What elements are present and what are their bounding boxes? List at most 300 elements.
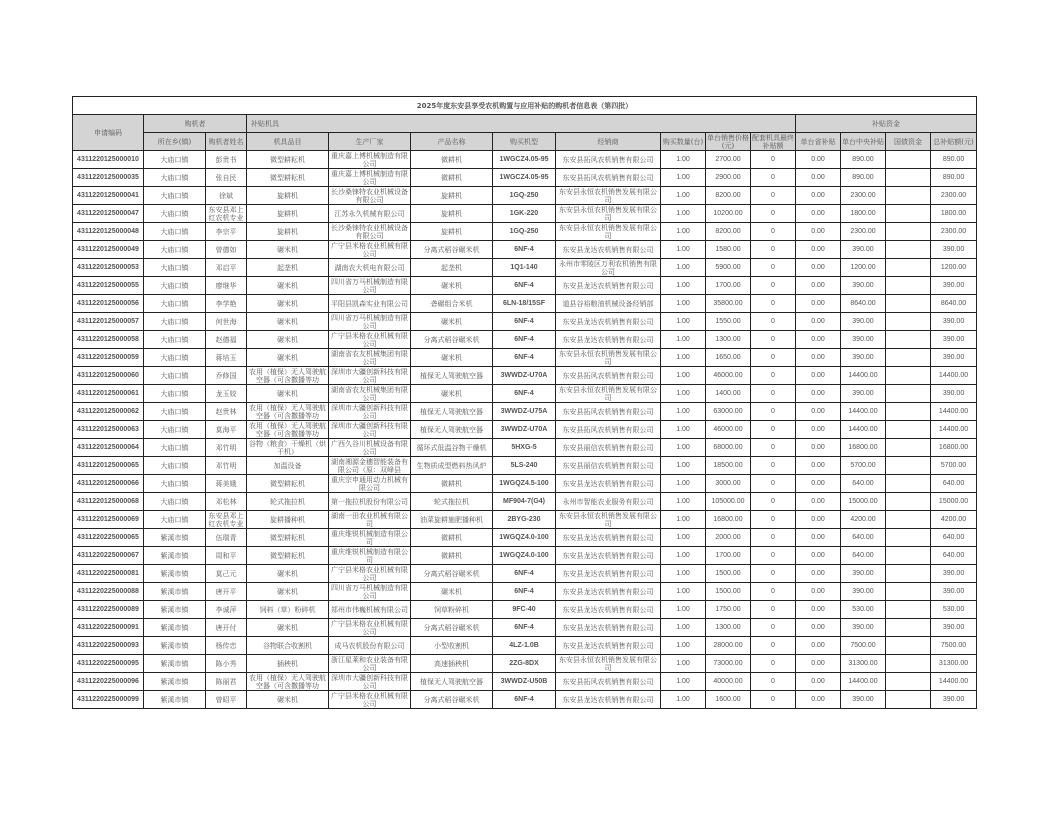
cell-matching: 0: [751, 691, 796, 709]
cell-bond: [886, 259, 931, 277]
cell-central: 15000.00: [841, 493, 886, 511]
cell-model: 1WGCZ4.05-95: [493, 169, 556, 187]
cell-total: 390.00: [931, 277, 977, 295]
cell-name: [206, 439, 247, 457]
cell-manufacturer: [329, 295, 411, 313]
cell-product-text: 分离式稻谷碾米机: [423, 623, 480, 632]
cell-bond: [886, 169, 931, 187]
cell-total: 1800.00: [931, 205, 977, 223]
cell-model: 3WWDZ-U75A: [493, 403, 556, 421]
cell-prov: 0.00: [796, 241, 841, 259]
cell-manufacturer-text: 广宁县米格农业机械有限公司: [331, 331, 408, 348]
cell-qty: 1.00: [661, 457, 706, 475]
cell-matching: 0: [751, 673, 796, 691]
cell-manufacturer-text: 江苏永久机械有限公司: [334, 209, 405, 218]
cell-category-text: 碾米机: [277, 587, 298, 596]
cell-bond: [886, 223, 931, 241]
cell-price: 1700.00: [706, 547, 751, 565]
cell-qty: 1.00: [661, 151, 706, 169]
cell-name-text: 曾昭平: [215, 695, 237, 704]
cell-bond: [886, 277, 931, 295]
cell-manufacturer: [329, 421, 411, 439]
header-bond: 国债资金: [886, 133, 931, 151]
cell-prov: 0.00: [796, 259, 841, 277]
cell-model: 2BYG-230: [493, 511, 556, 529]
cell-prov: 0.00: [796, 439, 841, 457]
cell-prov: 0.00: [796, 601, 841, 619]
cell-name: [206, 601, 247, 619]
cell-name-text: 东安县邓上红农机专业: [208, 511, 244, 528]
cell-price: 40000.00: [706, 673, 751, 691]
cell-manufacturer-text: 重庆嘉上博机械制造有限公司: [331, 151, 408, 168]
cell-name: [206, 295, 247, 313]
cell-total: 640.00: [931, 529, 977, 547]
cell-manufacturer-text: 湖南湘源金穗智能装备有限公司（原：双峰县: [331, 457, 408, 474]
cell-town: 大庙口镇: [144, 349, 206, 367]
cell-qty: 1.00: [661, 403, 706, 421]
cell-category-text: 微型耕耘机: [270, 173, 305, 182]
cell-manufacturer: [329, 565, 411, 583]
cell-manufacturer: [329, 367, 411, 385]
cell-manufacturer: [329, 205, 411, 223]
cell-dealer: [556, 277, 661, 295]
cell-qty: 1.00: [661, 655, 706, 673]
cell-category: [247, 295, 329, 313]
cell-bond: [886, 511, 931, 529]
cell-total: 2300.00: [931, 187, 977, 205]
cell-code: 4311220125000049: [73, 241, 144, 259]
cell-town: 紫溪市镇: [144, 601, 206, 619]
cell-name: [206, 349, 247, 367]
cell-qty: 1.00: [661, 619, 706, 637]
cell-price: 8200.00: [706, 223, 751, 241]
table-row: [73, 493, 977, 511]
cell-product-text: 微耕机: [441, 173, 462, 182]
table-row: [73, 205, 977, 223]
cell-matching: 0: [751, 169, 796, 187]
cell-bond: [886, 439, 931, 457]
cell-category: [247, 205, 329, 223]
cell-town: 大庙口镇: [144, 223, 206, 241]
cell-manufacturer: [329, 691, 411, 709]
cell-code: 4311220125000058: [73, 331, 144, 349]
cell-dealer-text: 东安县龙达农机销售有限公司: [562, 335, 654, 344]
cell-category: [247, 655, 329, 673]
cell-manufacturer: [329, 313, 411, 331]
cell-manufacturer: [329, 277, 411, 295]
cell-product-text: 循环式低温谷物干燥机: [416, 443, 487, 452]
cell-category-text: 碾米机: [277, 353, 298, 362]
cell-town: 大庙口镇: [144, 313, 206, 331]
cell-matching: 0: [751, 277, 796, 295]
cell-category: [247, 457, 329, 475]
cell-manufacturer: [329, 259, 411, 277]
cell-manufacturer: [329, 619, 411, 637]
cell-product: [411, 601, 493, 619]
cell-model: 6LN-18/15SF: [493, 295, 556, 313]
cell-product: [411, 169, 493, 187]
cell-central: 390.00: [841, 691, 886, 709]
cell-dealer-text: 道县谷裕粮油机械设备经销部: [562, 299, 654, 308]
cell-prov: 0.00: [796, 169, 841, 187]
cell-name: [206, 223, 247, 241]
table-row: [73, 529, 977, 547]
cell-product: [411, 439, 493, 457]
header-buyer-group: 购机者: [144, 115, 247, 133]
cell-model: 6NF-4: [493, 583, 556, 601]
cell-code: 4311220125000062: [73, 403, 144, 421]
cell-name-text: 廖继华: [215, 281, 237, 290]
cell-category: [247, 547, 329, 565]
cell-product-text: 轮式拖拉机: [434, 497, 469, 506]
cell-product-text: 碾米机: [441, 317, 462, 326]
cell-prov: 0.00: [796, 349, 841, 367]
cell-central: 390.00: [841, 385, 886, 403]
cell-dealer-text: 东安县龙达农机销售有限公司: [562, 317, 654, 326]
cell-name: [206, 493, 247, 511]
cell-bond: [886, 619, 931, 637]
table-row: [73, 169, 977, 187]
cell-dealer-text: 东安县丽信农机销售有限公司: [562, 461, 654, 470]
cell-total: 2300.00: [931, 223, 977, 241]
cell-model: 3WWDZ-U70A: [493, 421, 556, 439]
cell-dealer: [556, 565, 661, 583]
cell-qty: 1.00: [661, 673, 706, 691]
cell-manufacturer: [329, 457, 411, 475]
cell-total: 890.00: [931, 151, 977, 169]
cell-product: [411, 187, 493, 205]
cell-central: 390.00: [841, 313, 886, 331]
cell-total: 15000.00: [931, 493, 977, 511]
cell-category: [247, 259, 329, 277]
cell-code: 4311220125000069: [73, 511, 144, 529]
cell-dealer: [556, 187, 661, 205]
cell-bond: [886, 475, 931, 493]
cell-product-text: 旋耕机: [441, 227, 462, 236]
cell-dealer: [556, 385, 661, 403]
cell-category: [247, 313, 329, 331]
cell-qty: 1.00: [661, 547, 706, 565]
cell-category: [247, 403, 329, 421]
cell-dealer: [556, 295, 661, 313]
cell-product-text: 碾米机: [441, 353, 462, 362]
cell-product-text: 高速插秧机: [434, 659, 469, 668]
cell-category-text: 微型耕耘机: [270, 155, 305, 164]
cell-matching: 0: [751, 547, 796, 565]
cell-price: 1500.00: [706, 565, 751, 583]
cell-manufacturer: [329, 529, 411, 547]
cell-product-text: 植保无人驾驶航空器: [420, 407, 483, 416]
cell-prov: 0.00: [796, 421, 841, 439]
cell-central: 31300.00: [841, 655, 886, 673]
cell-product-text: 碾米机: [441, 389, 462, 398]
cell-name-text: 陈小秀: [215, 659, 237, 668]
cell-category-text: 碾米机: [277, 245, 298, 254]
cell-town: 紫溪市镇: [144, 547, 206, 565]
table-row: [73, 223, 977, 241]
cell-code: 4311220225000091: [73, 619, 144, 637]
cell-dealer: [556, 205, 661, 223]
cell-price: 2000.00: [706, 529, 751, 547]
cell-category: [247, 691, 329, 709]
cell-matching: 0: [751, 583, 796, 601]
cell-code: 4311220225000089: [73, 601, 144, 619]
cell-code: 4311220225000067: [73, 547, 144, 565]
cell-town: 紫溪市镇: [144, 565, 206, 583]
cell-qty: 1.00: [661, 583, 706, 601]
cell-central: 14400.00: [841, 673, 886, 691]
cell-total: 1200.00: [931, 259, 977, 277]
cell-central: 7500.00: [841, 637, 886, 655]
cell-name-text: 蒋美娥: [215, 479, 237, 488]
cell-total: 390.00: [931, 619, 977, 637]
header-town: 所在乡(镇): [144, 133, 206, 151]
cell-matching: 0: [751, 637, 796, 655]
cell-product: [411, 349, 493, 367]
cell-price: 1300.00: [706, 331, 751, 349]
cell-dealer-text: 东安县永恒农机销售发展有限公司: [559, 349, 657, 366]
cell-matching: 0: [751, 529, 796, 547]
cell-matching: 0: [751, 511, 796, 529]
cell-dealer: [556, 403, 661, 421]
cell-dealer: [556, 547, 661, 565]
cell-qty: 1.00: [661, 475, 706, 493]
cell-model: 4LZ-1.0B: [493, 637, 556, 655]
cell-price: 28000.00: [706, 637, 751, 655]
cell-price: 1550.00: [706, 313, 751, 331]
cell-code: 4311220125000068: [73, 493, 144, 511]
cell-price: 46000.00: [706, 421, 751, 439]
cell-total: 640.00: [931, 475, 977, 493]
cell-category: [247, 151, 329, 169]
cell-central: 390.00: [841, 583, 886, 601]
cell-product: [411, 205, 493, 223]
table-row: [73, 151, 977, 169]
cell-prov: 0.00: [796, 673, 841, 691]
cell-town: 大庙口镇: [144, 241, 206, 259]
cell-dealer: [556, 439, 661, 457]
cell-manufacturer: [329, 493, 411, 511]
cell-manufacturer-text: 广宁县米格农业机械有限公司: [331, 565, 408, 582]
cell-manufacturer: [329, 241, 411, 259]
cell-name: [206, 151, 247, 169]
cell-name-text: 邓竹明: [215, 461, 237, 470]
cell-matching: 0: [751, 565, 796, 583]
cell-manufacturer-text: 重庆嘉上博机械制造有限公司: [331, 169, 408, 186]
cell-product: [411, 691, 493, 709]
cell-prov: 0.00: [796, 565, 841, 583]
cell-bond: [886, 655, 931, 673]
cell-dealer: [556, 475, 661, 493]
cell-product: [411, 151, 493, 169]
cell-category: [247, 475, 329, 493]
header-machine-group: 补贴机具: [247, 115, 796, 133]
header-name: 购机者姓名: [206, 133, 247, 151]
cell-dealer-text: 东安县永恒农机销售发展有限公司: [559, 655, 657, 672]
header-code: 申请编码: [73, 115, 144, 151]
header-product: 产品名称: [411, 133, 493, 151]
cell-model: 1GQ-250: [493, 223, 556, 241]
table-row: [73, 385, 977, 403]
cell-town: 大庙口镇: [144, 331, 206, 349]
cell-category: [247, 601, 329, 619]
cell-price: 68000.00: [706, 439, 751, 457]
cell-matching: 0: [751, 259, 796, 277]
cell-town: 紫溪市镇: [144, 691, 206, 709]
table-row: [73, 619, 977, 637]
cell-qty: 1.00: [661, 259, 706, 277]
cell-prov: 0.00: [796, 691, 841, 709]
cell-prov: 0.00: [796, 655, 841, 673]
cell-code: 4311220125000061: [73, 385, 144, 403]
cell-qty: 1.00: [661, 187, 706, 205]
cell-central: 8640.00: [841, 295, 886, 313]
cell-manufacturer-text: 重庆维锐机械制造有限公司: [331, 529, 408, 546]
cell-central: 16800.00: [841, 439, 886, 457]
cell-town: 大庙口镇: [144, 457, 206, 475]
cell-name-text: 何世海: [215, 317, 237, 326]
cell-category: [247, 169, 329, 187]
cell-central: 2300.00: [841, 223, 886, 241]
cell-qty: 1.00: [661, 637, 706, 655]
cell-total: 390.00: [931, 565, 977, 583]
cell-product: [411, 655, 493, 673]
cell-matching: 0: [751, 475, 796, 493]
cell-dealer: [556, 601, 661, 619]
cell-name-text: 东安县邓上红农机专业: [208, 205, 244, 222]
cell-category: [247, 367, 329, 385]
cell-manufacturer-text: 成马农机股份有限公司: [334, 641, 405, 650]
cell-category: [247, 673, 329, 691]
cell-town: 大庙口镇: [144, 493, 206, 511]
table-row: [73, 511, 977, 529]
cell-price: 35800.00: [706, 295, 751, 313]
cell-manufacturer-text: 四川省万马机械制造有限公司: [331, 277, 408, 294]
cell-category-text: 起垄机: [277, 263, 298, 272]
cell-town: 大庙口镇: [144, 277, 206, 295]
table-row: [73, 187, 977, 205]
table-row: [73, 637, 977, 655]
cell-central: 890.00: [841, 151, 886, 169]
table-row: [73, 367, 977, 385]
cell-prov: 0.00: [796, 205, 841, 223]
cell-product-text: 微耕机: [441, 155, 462, 164]
cell-code: 4311220125000010: [73, 151, 144, 169]
cell-model: 6NF-4: [493, 691, 556, 709]
cell-qty: 1.00: [661, 529, 706, 547]
cell-category-text: 旋耕播种机: [270, 515, 305, 524]
cell-dealer-text: 东安县永恒农机销售发展有限公司: [559, 511, 657, 528]
cell-central: 390.00: [841, 619, 886, 637]
cell-product-text: 碾米机: [441, 587, 462, 596]
cell-name-text: 杨传忠: [215, 641, 237, 650]
cell-matching: 0: [751, 619, 796, 637]
cell-matching: 0: [751, 295, 796, 313]
cell-town: 紫溪市镇: [144, 673, 206, 691]
cell-price: 1400.00: [706, 385, 751, 403]
cell-prov: 0.00: [796, 277, 841, 295]
cell-product-text: 分离式稻谷碾米机: [423, 245, 480, 254]
cell-category: [247, 529, 329, 547]
cell-code: 4311220125000056: [73, 295, 144, 313]
cell-product-text: 砻碾组合米机: [430, 299, 473, 308]
cell-dealer-text: 东安县龙达农机销售有限公司: [562, 641, 654, 650]
cell-manufacturer-text: 广宁县米格农业机械有限公司: [331, 691, 408, 708]
header-model: 购买机型: [493, 133, 556, 151]
cell-price: 1650.00: [706, 349, 751, 367]
cell-product: [411, 385, 493, 403]
cell-product: [411, 277, 493, 295]
cell-model: 9FC-40: [493, 601, 556, 619]
cell-town: 大庙口镇: [144, 421, 206, 439]
cell-code: 4311220125000035: [73, 169, 144, 187]
cell-code: 4311220225000088: [73, 583, 144, 601]
cell-product: [411, 637, 493, 655]
cell-name-text: 邓启平: [215, 263, 237, 272]
cell-manufacturer: [329, 403, 411, 421]
cell-central: 4200.00: [841, 511, 886, 529]
cell-category: [247, 277, 329, 295]
cell-name: [206, 331, 247, 349]
cell-central: 5700.00: [841, 457, 886, 475]
cell-product-text: 旋耕机: [441, 209, 462, 218]
cell-dealer: [556, 169, 661, 187]
cell-name-text: 张自民: [215, 173, 237, 182]
cell-category-text: 碾米机: [277, 389, 298, 398]
cell-town: 大庙口镇: [144, 385, 206, 403]
cell-dealer-text: 永州市零陵区万利农机销售有限公司: [559, 259, 657, 276]
cell-town: 大庙口镇: [144, 205, 206, 223]
cell-price: 2900.00: [706, 169, 751, 187]
cell-manufacturer: [329, 673, 411, 691]
table-row: [73, 295, 977, 313]
cell-price: 63000.00: [706, 403, 751, 421]
cell-total: 390.00: [931, 691, 977, 709]
cell-name: [206, 619, 247, 637]
cell-name: [206, 457, 247, 475]
table-row: [73, 331, 977, 349]
cell-category-text: 微型耕耘机: [270, 479, 305, 488]
cell-total: 530.00: [931, 601, 977, 619]
cell-manufacturer-text: 湖南一田农业机械有限公司: [331, 511, 408, 528]
cell-name: [206, 547, 247, 565]
cell-category-text: 谷物（粮食）干燥机（烘干机）: [249, 439, 326, 456]
cell-product: [411, 313, 493, 331]
cell-bond: [886, 295, 931, 313]
cell-prov: 0.00: [796, 385, 841, 403]
table-title: 2025年度东安县享受农机购置与应用补贴的购机者信息表（第四批）: [73, 97, 977, 115]
cell-category: [247, 421, 329, 439]
cell-product: [411, 583, 493, 601]
cell-town: 大庙口镇: [144, 259, 206, 277]
cell-qty: 1.00: [661, 205, 706, 223]
cell-product-text: 饲草粉碎机: [434, 605, 469, 614]
cell-bond: [886, 331, 931, 349]
cell-matching: 0: [751, 313, 796, 331]
cell-price: 73000.00: [706, 655, 751, 673]
cell-dealer: [556, 583, 661, 601]
cell-dealer: [556, 655, 661, 673]
cell-code: 4311220125000055: [73, 277, 144, 295]
cell-total: 890.00: [931, 169, 977, 187]
cell-bond: [886, 241, 931, 259]
cell-qty: 1.00: [661, 223, 706, 241]
cell-manufacturer: [329, 637, 411, 655]
cell-matching: 0: [751, 655, 796, 673]
cell-dealer-text: 东安县龙达农机销售有限公司: [562, 533, 654, 542]
cell-manufacturer-text: 平阳县凯森实业有限公司: [331, 299, 408, 308]
table-row: [73, 691, 977, 709]
